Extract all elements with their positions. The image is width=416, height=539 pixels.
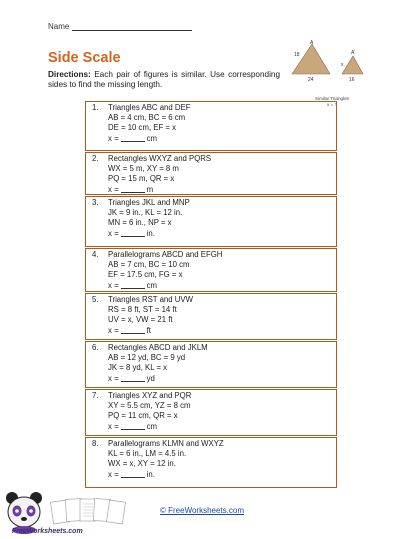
answer-unit: cm	[146, 421, 158, 431]
answer-row	[108, 374, 332, 384]
answer-blank[interactable]	[121, 381, 145, 382]
answer-prefix: x =	[108, 184, 119, 194]
problem-box	[85, 152, 337, 195]
name-row	[48, 22, 192, 31]
answer-prefix: x =	[108, 373, 119, 383]
problem-box	[85, 437, 337, 488]
problem-line: Rectangles ABCD and JKLM	[108, 343, 208, 352]
answer-row	[108, 229, 332, 239]
name-label: Name	[48, 22, 70, 31]
directions-text: Each pair of figures is similar. Use corresponding sides to find the missing length.	[48, 70, 280, 89]
answer-unit: in.	[146, 228, 155, 238]
problem-line: JK = 9 in., KL = 12 in.	[108, 208, 183, 218]
problem-box	[85, 196, 337, 247]
problem-box	[85, 389, 337, 436]
problem-line: Triangles RST and UVW	[108, 295, 193, 304]
answer-prefix: x =	[108, 280, 119, 290]
problem-line: AB = 12 yd, BC = 9 yd	[108, 353, 186, 363]
problem-line: Rectangles WXYZ and PQRS	[108, 154, 212, 163]
answer-row	[108, 185, 332, 195]
problem-line: AB = 7 cm, BC = 10 cm	[108, 260, 190, 270]
answer-unit: m	[146, 184, 154, 194]
problem-line: DE = 10 cm, EF = x	[108, 123, 177, 133]
problem-number: 8.	[92, 439, 99, 448]
answer-blank[interactable]	[121, 236, 145, 237]
answer-prefix: x =	[108, 469, 119, 479]
problem-number: 5.	[92, 295, 99, 304]
diagram-caption-line2: x = ?	[326, 102, 338, 107]
answer-unit: cm	[146, 133, 158, 143]
problem-line: Parallelograms ABCD and EFGH	[108, 250, 223, 259]
problem-number: 3.	[92, 198, 99, 207]
problem-line: Triangles JKL and MNP	[108, 198, 190, 207]
big-base-label: 24	[308, 77, 314, 83]
answer-row	[108, 470, 332, 480]
problem-number: 7.	[92, 391, 99, 400]
big-side-label: 18	[294, 52, 300, 58]
problem-line: KL = 6 in., LM = 4.5 in.	[108, 449, 187, 459]
answer-prefix: x =	[108, 421, 119, 431]
problem-line: EF = 17.5 cm, FG = x	[108, 270, 183, 280]
answer-row	[108, 422, 332, 432]
small-vertex-label: A'	[351, 50, 356, 56]
answer-blank[interactable]	[121, 288, 145, 289]
directions-label: Directions:	[48, 70, 91, 79]
name-line	[72, 30, 192, 31]
problem-box	[85, 341, 337, 388]
problem-line: PQ = 15 m, QR = x	[108, 174, 175, 184]
answer-unit: in.	[146, 469, 155, 479]
brand-logo-text: FreeWorksheets.com	[12, 528, 83, 535]
answer-unit: cm	[146, 280, 158, 290]
answer-blank[interactable]	[121, 429, 145, 430]
answer-prefix: x =	[108, 228, 119, 238]
problem-line: AB = 4 cm, BC = 6 cm	[108, 113, 186, 123]
answer-blank[interactable]	[121, 477, 145, 478]
problem-number: 1.	[92, 103, 99, 112]
directions	[48, 70, 280, 90]
problem-line: MN = 6 in., NP = x	[108, 218, 172, 228]
similar-triangles-icon	[286, 40, 376, 96]
answer-row	[108, 326, 332, 336]
problem-box	[85, 101, 337, 151]
big-vertex-label: A	[310, 40, 314, 46]
answer-row	[108, 134, 332, 144]
problem-line: RS = 8 ft, ST = 14 ft	[108, 305, 177, 315]
problem-line: WX = x, XY = 12 in.	[108, 459, 176, 469]
small-side-label: x	[341, 62, 344, 68]
answer-prefix: x =	[108, 325, 119, 335]
footer-link[interactable]: © FreeWorksheets.com	[160, 506, 244, 515]
problem-number: 6.	[92, 343, 99, 352]
small-base-label: 16	[349, 77, 355, 83]
answer-unit: yd	[146, 373, 155, 383]
problem-box	[85, 293, 337, 340]
answer-row	[108, 281, 332, 291]
problem-line: WX = 5 m, XY = 8 m	[108, 164, 179, 174]
problem-list	[85, 101, 339, 515]
problem-number: 4.	[92, 250, 99, 259]
answer-blank[interactable]	[121, 192, 145, 193]
problem-line: XY = 5.5 cm, YZ = 8 cm	[108, 401, 191, 411]
worksheet-thumbnails-icon	[50, 497, 130, 527]
diagram-caption-line1: Similar Triangles	[315, 96, 349, 101]
problem-box	[85, 248, 337, 292]
problem-number: 2.	[92, 154, 99, 163]
problem-line: PQ = 11 cm, QR = x	[108, 411, 178, 421]
answer-prefix: x =	[108, 133, 119, 143]
problem-line: JK = 8 yd, KL = x	[108, 363, 168, 373]
problem-line: Parallelograms KLMN and WXYZ	[108, 439, 224, 448]
problem-line: Triangles ABC and DEF	[108, 103, 191, 112]
problem-line: Triangles XYZ and PQR	[108, 391, 192, 400]
answer-blank[interactable]	[121, 333, 145, 334]
answer-blank[interactable]	[121, 141, 145, 142]
problem-line: UV = x, VW = 21 ft	[108, 315, 173, 325]
answer-unit: ft	[146, 325, 151, 335]
page-title: Side Scale	[48, 50, 121, 66]
